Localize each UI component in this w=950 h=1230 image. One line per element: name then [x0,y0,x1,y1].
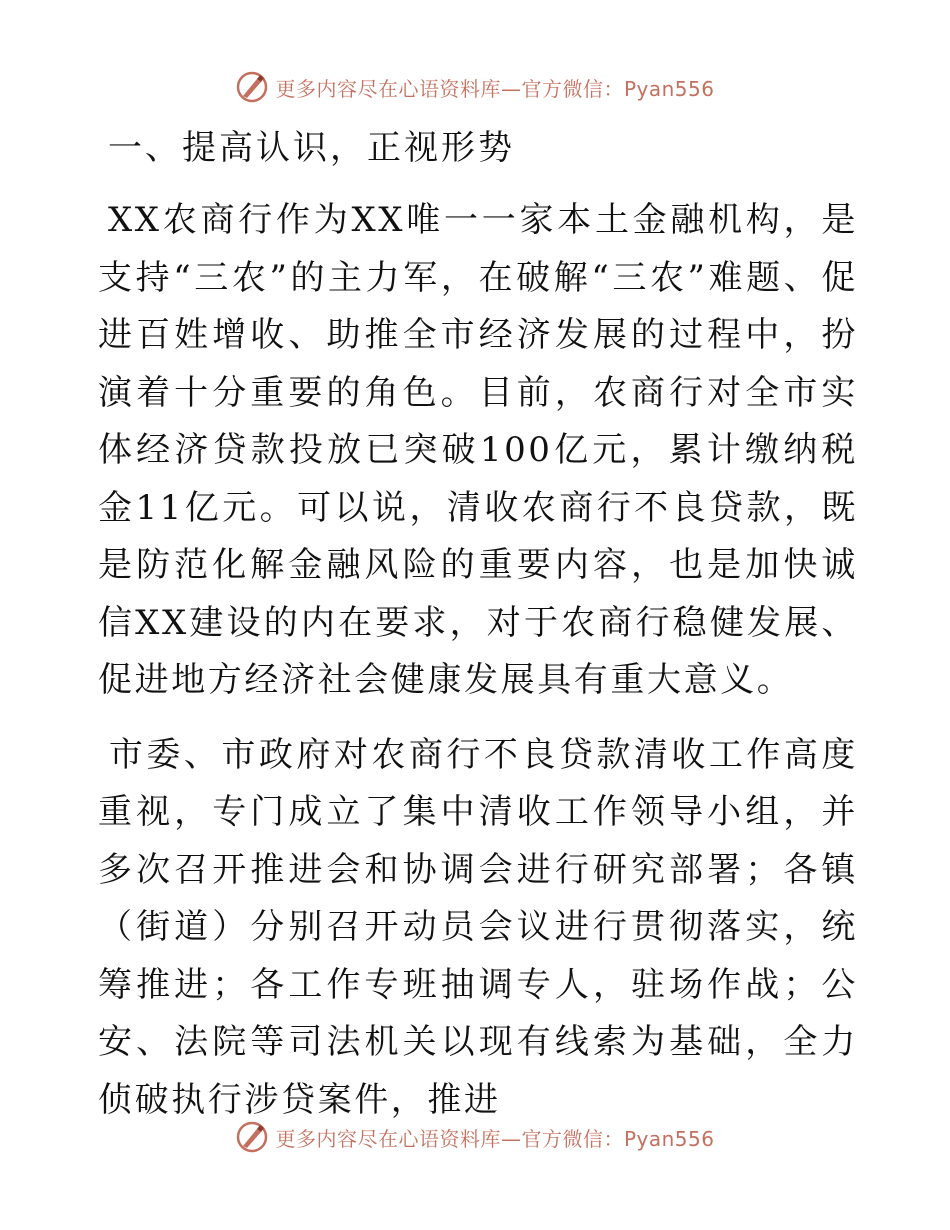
watermark-text: 更多内容尽在心语资料库—官方微信：Pyan556 [275,1126,715,1151]
paragraph-text: 市委、市政府对农商行不良贷款清收工作高度重视，专门成立了集中清收工作领导小组，并多次召开推进会和协调会进行研究部署；各镇（街道）分别召开动员会议进行贯彻落实，统筹推进；各工作专班抽调专人，驻场作战；公安、法院等司法机关以现有线索为基础，全力侦破执行涉贷案件，推进 [98,734,858,1120]
section-heading: 一、提高认识，正视形势 [108,128,515,168]
document-body [98,122,858,1146]
watermark-banner-bottom [0,1120,950,1154]
watermark-banner-top [0,70,950,104]
watermark-text: 更多内容尽在心语资料库—官方微信：Pyan556 [275,76,715,101]
paragraph [98,727,858,1130]
pen-circle-logo-icon [235,1120,269,1154]
pen-circle-logo-icon [235,70,269,104]
paragraph [98,192,858,710]
paragraph-text: XX农商行作为XX唯一一家本土金融机构，是支持“三农”的主力军，在破解“三农”难题、促进百姓增收、助推全市经济发展的过程中，扮演着十分重要的角色。目前，农商行对全市实体经济贷款投放已突破100亿元，累计缴纳税金11亿元。可以说，清收农商行不良贷款，既是防范化解金融风险的重要内容，也是加快诚信XX建设的内在要求，对于农商行稳健发展、促进地方经济社会健康发展具有重大意义。 [98,200,858,700]
